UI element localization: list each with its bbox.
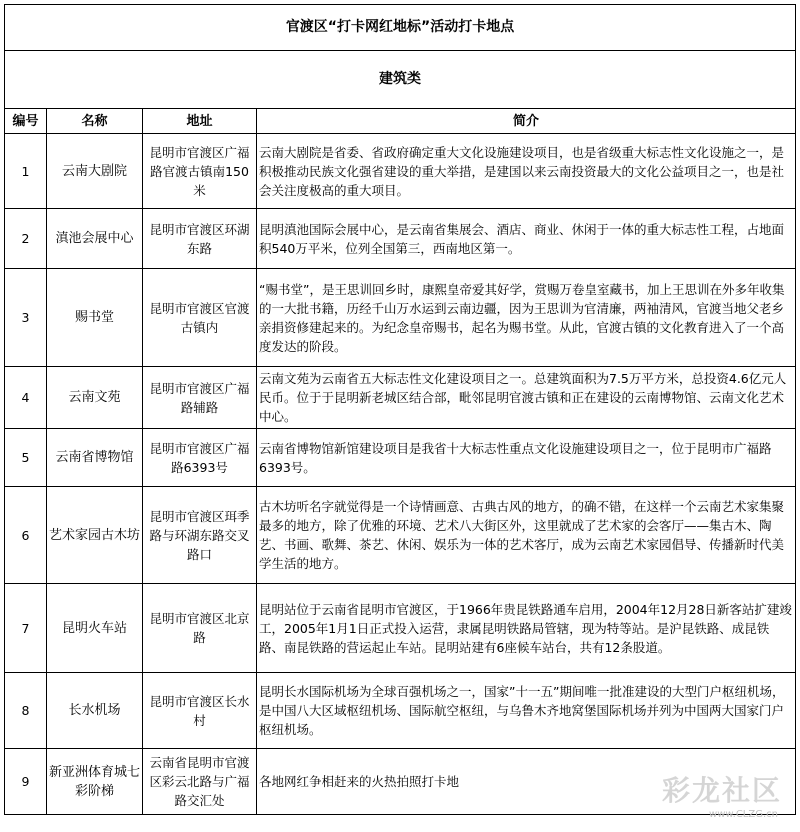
landmark-table (4, 4, 796, 815)
table-row (5, 269, 796, 367)
category-label: 建筑类 (5, 51, 796, 109)
table-row (5, 134, 796, 209)
row-address: 昆明市官渡区北京路 (143, 584, 257, 673)
row-num: 1 (5, 134, 47, 209)
row-name: 云南大剧院 (47, 134, 143, 209)
row-name: 滇池会展中心 (47, 209, 143, 269)
row-address: 昆明市官渡区长水村 (143, 673, 257, 749)
row-name: 赐书堂 (47, 269, 143, 367)
row-address: 昆明市官渡区官渡古镇内 (143, 269, 257, 367)
table-row (5, 584, 796, 673)
row-intro: “赐书堂”，是王思训回乡时，康熙皇帝爱其好学，赏赐万卷皇室藏书，加上王思训在外多年收集的一大批书籍，历经千山万水运到云南边疆，因为王思训为官清廉，两袖清风，官渡当地父老乡亲捐资修建起来的。为纪念皇帝赐书，起名为赐书堂。从此，官渡古镇的文化教育进入了一个高度发达的阶段。 (257, 269, 796, 367)
table-row (5, 367, 796, 429)
watermark-url: www.CLZG.cn (709, 809, 778, 820)
title-row (5, 5, 796, 51)
row-name: 长水机场 (47, 673, 143, 749)
row-intro: 云南省博物馆新馆建设项目是我省十大标志性重点文化设施建设项目之一，位于昆明市广福路6393号。 (257, 429, 796, 487)
row-intro: 昆明站位于云南省昆明市官渡区，于1966年贵昆铁路通车启用，2004年12月28日新客站扩建竣工，2005年1月1日正式投入运营，隶属昆明铁路局管辖，现为特等站。是沪昆铁路、成昆铁路、南昆铁路的营运起止车站。昆明站建有6座候车站台，共有12条股道。 (257, 584, 796, 673)
row-num: 4 (5, 367, 47, 429)
row-num: 7 (5, 584, 47, 673)
row-intro: 各地网红争相赶来的火热拍照打卡地 (257, 749, 796, 815)
row-name: 新亚洲体育城七彩阶梯 (47, 749, 143, 815)
row-name: 艺术家园古木坊 (47, 487, 143, 584)
row-num: 8 (5, 673, 47, 749)
table-row (5, 749, 796, 815)
header-num: 编号 (5, 109, 47, 134)
row-address: 昆明市官渡区广福路6393号 (143, 429, 257, 487)
header-name: 名称 (47, 109, 143, 134)
row-num: 2 (5, 209, 47, 269)
row-address: 昆明市官渡区珥季路与环湖东路交叉路口 (143, 487, 257, 584)
row-name: 云南省博物馆 (47, 429, 143, 487)
row-address: 昆明市官渡区环湖东路 (143, 209, 257, 269)
category-row (5, 51, 796, 109)
row-address: 昆明市官渡区广福路辅路 (143, 367, 257, 429)
table-row (5, 487, 796, 584)
row-intro: 云南大剧院是省委、省政府确定重大文化设施建设项目，也是省级重大标志性文化设施之一，是积极推动民族文化强省建设的重大举措，是建国以来云南投资最大的文化公益项目之一，也是社会关注度极高的重大项目。 (257, 134, 796, 209)
row-name: 昆明火车站 (47, 584, 143, 673)
row-intro: 昆明长水国际机场为全球百强机场之一，国家”十一五”期间唯一批准建设的大型门户枢纽机场，是中国八大区域枢纽机场、国际航空枢纽，与乌鲁木齐地窝堡国际机场并列为中国两大国家门户枢纽机场。 (257, 673, 796, 749)
row-intro: 古木坊听名字就觉得是一个诗情画意、古典古风的地方，的确不错，在这样一个云南艺术家集聚最多的地方，除了优雅的环境、艺术八大街区外，这里就成了艺术家的会客厅——集古木、陶艺、书画、歌舞、茶艺、休闲、娱乐为一体的艺术客厅，成为云南艺术家园倡导、传播新时代美学生活的地方。 (257, 487, 796, 584)
header-row (5, 109, 796, 134)
table-row (5, 429, 796, 487)
row-intro: 昆明滇池国际会展中心，是云南省集展会、酒店、商业、休闲于一体的重大标志性工程，占地面积540万平米，位列全国第三，西南地区第一。 (257, 209, 796, 269)
row-address: 昆明市官渡区广福路官渡古镇南150米 (143, 134, 257, 209)
row-address: 云南省昆明市官渡区彩云北路与广福路交汇处 (143, 749, 257, 815)
row-num: 3 (5, 269, 47, 367)
table-row (5, 673, 796, 749)
row-num: 5 (5, 429, 47, 487)
table-row (5, 209, 796, 269)
row-name: 云南文苑 (47, 367, 143, 429)
row-num: 9 (5, 749, 47, 815)
header-addr: 地址 (143, 109, 257, 134)
table-title: 官渡区“打卡网红地标”活动打卡地点 (5, 5, 796, 51)
watermark-logo: 彩龙社区 (661, 774, 782, 807)
row-intro: 云南文苑为云南省五大标志性文化建设项目之一。总建筑面积为7.5万平方米，总投资4.6亿元人民币。位于于昆明新老城区结合部，毗邻昆明官渡古镇和正在建设的云南博物馆、云南文化艺术中心。 (257, 367, 796, 429)
header-intro: 简介 (257, 109, 796, 134)
row-num: 6 (5, 487, 47, 584)
